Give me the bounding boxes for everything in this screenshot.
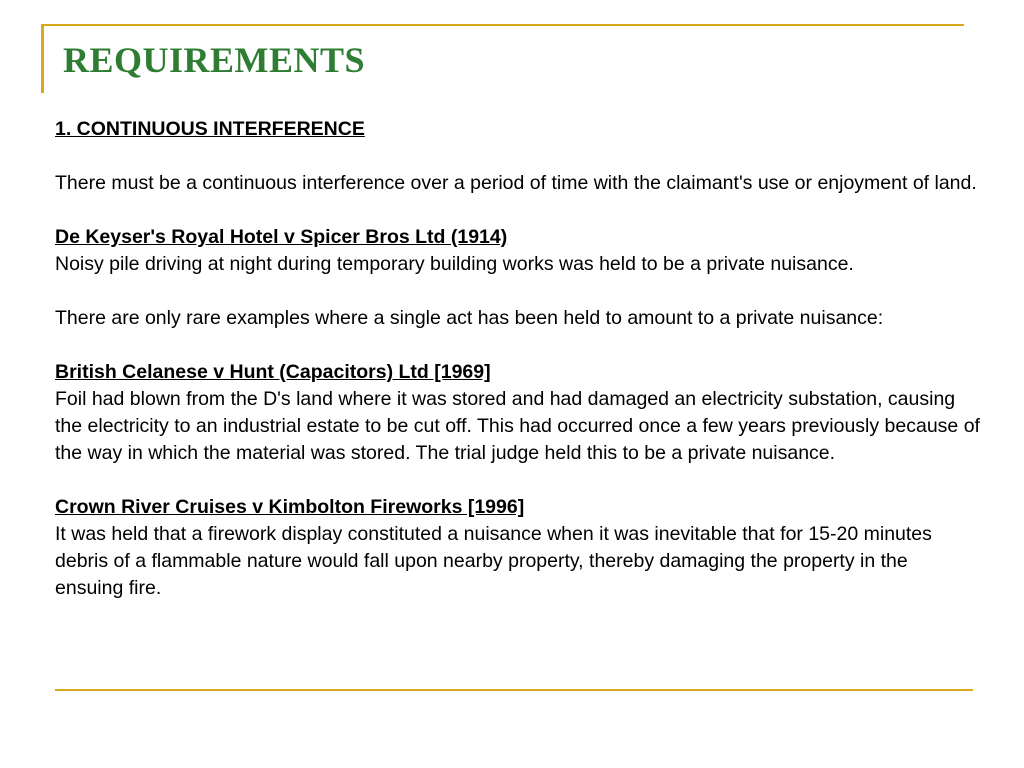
case-name-2: British Celanese v Hunt (Capacitors) Ltd [1969] xyxy=(55,361,491,383)
intro-paragraph: There must be a continuous interference over a period of time with the claimant's use or enjoyment of land. xyxy=(55,172,977,194)
section-heading: 1. CONTINUOUS INTERFERENCE xyxy=(55,118,365,140)
case-text-2: Foil had blown from the D's land where it was stored and had damaged an electricity substation, causing the electricity to an industrial estate to be cut off. This had occurred once a few years previously because of the way in which the material was stored. The trial judge held this to be a private nuisance. xyxy=(55,388,980,464)
case-text-3: It was held that a firework display constituted a nuisance when it was inevitable that for 15-20 minutes debris of a flammable nature would fall upon nearby property, thereby damaging the property in the ensuing fire. xyxy=(55,523,932,599)
bottom-accent-line xyxy=(55,689,973,691)
case-name-3: Crown River Cruises v Kimbolton Fireworks [1996] xyxy=(55,496,525,518)
case-name-1: De Keyser's Royal Hotel v Spicer Bros Ltd (1914) xyxy=(55,226,508,248)
section-heading-block xyxy=(55,116,980,143)
case-block-1 xyxy=(55,224,980,278)
slide-title: REQUIREMENTS xyxy=(63,40,366,80)
case-text-1: Noisy pile driving at night during temporary building works was held to be a private nuisance. xyxy=(55,253,854,275)
slide-content xyxy=(55,116,980,629)
left-accent-line xyxy=(41,25,44,93)
top-accent-line xyxy=(41,24,964,26)
case-block-2 xyxy=(55,359,980,467)
case-block-3 xyxy=(55,494,980,602)
note-paragraph: There are only rare examples where a single act has been held to amount to a private nuisance: xyxy=(55,307,884,329)
